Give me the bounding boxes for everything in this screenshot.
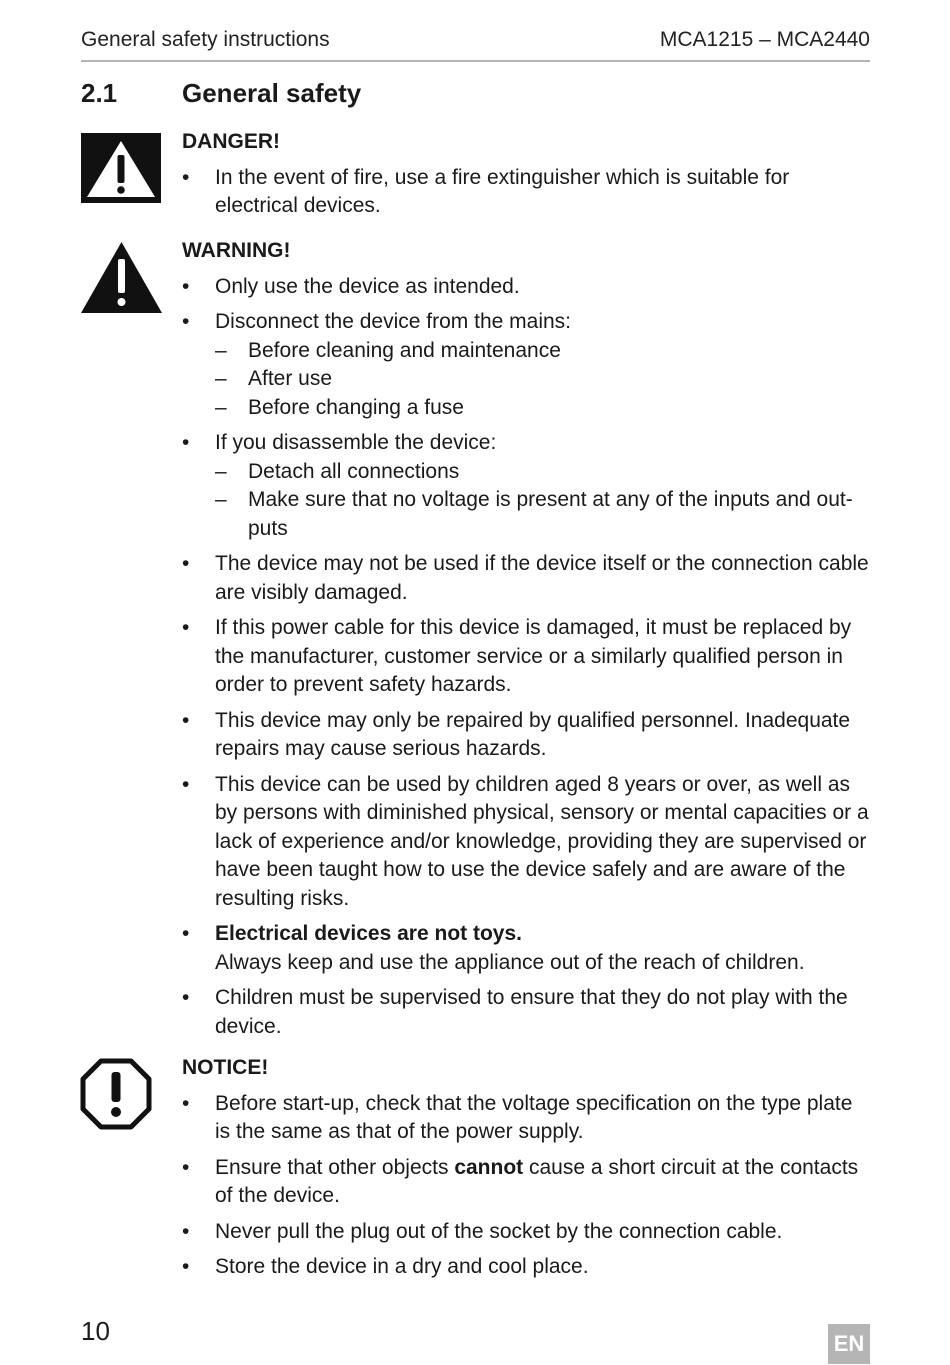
warning-item: • The device may not be used if the device itself or the connection cable are visibly damaged.	[182, 550, 872, 607]
warning-subitem: – Detach all connections	[215, 458, 872, 487]
warning-item	[182, 308, 872, 422]
warning-item-emphasis: Electrical devices are not toys.	[215, 922, 522, 945]
notice-item-text: cause a short circuit at the contacts of the device.	[215, 1155, 859, 1207]
notice-item-text: Ensure that other objects	[215, 1155, 455, 1179]
danger-item: • In the event of fire, use a fire extinguisher which is suitable for electrical devices.	[182, 164, 872, 221]
notice-item: • Never pull the plug out of the socket by the connection cable.	[182, 1218, 872, 1247]
danger-warning-triangle-icon	[81, 133, 161, 203]
warning-subitem: – After use	[215, 365, 872, 394]
header-model-range: MCA1215 – MCA2440	[659, 28, 870, 51]
warning-block	[182, 237, 872, 1048]
warning-item	[182, 429, 872, 543]
warning-label: WARNING!	[182, 239, 291, 262]
notice-item: • Before start-up, check that the voltage specification on the type plate is the same as that of the power supply.	[182, 1090, 872, 1147]
section-number: 2.1	[81, 78, 118, 108]
warning-item: • Children must be supervised to ensure that they do not play with the device.	[182, 984, 872, 1041]
warning-item-text: If you disassemble the device:	[215, 431, 497, 454]
warning-item	[182, 920, 872, 977]
warning-item: • This device may only be repaired by qualified personnel. Inadequate repairs may cause serious hazards.	[182, 707, 872, 764]
danger-label: DANGER!	[182, 130, 280, 153]
warning-item: • This device can be used by children aged 8 years or over, as well as by persons with diminished physical, sensory or mental capacities or a lack of experience and/or knowledge, providing they are supervised or have been taught how to use the device safely and are aware of the resulting risks.	[182, 771, 872, 914]
warning-item-text: Disconnect the device from the mains:	[215, 310, 571, 333]
warning-item-text: Always keep and use the appliance out of the reach of children.	[215, 950, 805, 974]
notice-item	[182, 1154, 872, 1211]
warning-subitem: – Before cleaning and maintenance	[215, 337, 872, 366]
warning-subitem: – Before changing a fuse	[215, 394, 872, 423]
warning-subitem: – Make sure that no voltage is present at any of the inputs and out-puts	[215, 486, 872, 543]
notice-block	[182, 1054, 872, 1289]
warning-triangle-icon	[81, 242, 162, 313]
notice-item-emphasis: cannot	[454, 1155, 524, 1179]
section-title: General safety	[182, 78, 362, 108]
page-number: 10	[81, 1316, 110, 1346]
language-badge: EN	[828, 1324, 870, 1364]
warning-item: • If this power cable for this device is damaged, it must be replaced by the manufacturer, customer service or a similarly qualified person in order to prevent safety hazards.	[182, 614, 872, 700]
warning-item: • Only use the device as intended.	[182, 273, 872, 302]
notice-item: • Store the device in a dry and cool place.	[182, 1253, 872, 1282]
notice-label: NOTICE!	[182, 1056, 269, 1079]
page-header	[81, 28, 870, 62]
header-chapter-title: General safety instructions	[81, 28, 330, 51]
exclamation-octagon-icon	[80, 1058, 152, 1130]
danger-block	[182, 128, 872, 228]
